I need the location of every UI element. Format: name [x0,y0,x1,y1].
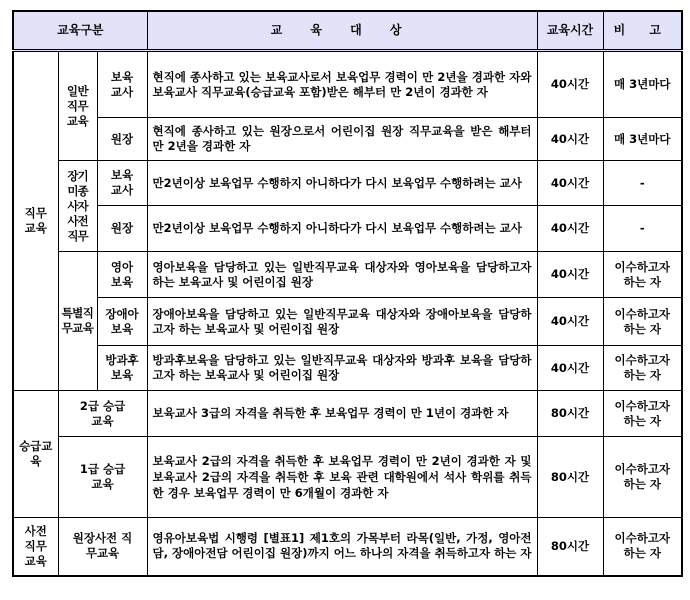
note-cell: - [603,206,682,252]
note-cell: 이수하고자 하는 자 [603,252,682,298]
group-pre-job-training: 사전 직무 교육 [13,518,58,576]
note-cell: 이수하고자 하는 자 [603,391,682,437]
hours-cell: 40시간 [537,346,603,391]
role-cell: 방과후보육 [97,346,147,391]
table-row [13,161,682,206]
table-row [13,518,682,576]
table-row [13,252,682,298]
target-cell: 만2년이상 보육업무 수행하지 아니하다가 다시 보육업무 수행하려는 교사 [147,206,537,252]
target-cell: 영유아보육법 시행령 [별표1] 제1호의 가목부터 라목(일반, 가정, 영아전담, 장애아전담 어린이집 원장)까지 어느 하나의 자격을 취득하고자 하는 자 [147,518,537,576]
target-cell: 방과후보육을 담당하고 있는 일반직무교육 대상자와 방과후 보육을 담당하고자 하는 보육교사 및 어린이집 원장 [147,346,537,391]
role-cell: 보육교사 [97,51,147,118]
note-cell: 이수하고자 하는 자 [603,518,682,576]
note-cell: 매 3년마다 [603,118,682,161]
hours-cell: 80시간 [537,518,603,576]
hours-cell: 40시간 [537,161,603,206]
header-row [13,11,682,51]
subgroup-long-term-absent: 장기미종사자사전직무 [58,161,97,252]
table-row [13,437,682,518]
table-row [13,118,682,161]
table-row [13,51,682,118]
hours-cell: 40시간 [537,252,603,298]
hours-cell: 80시간 [537,437,603,518]
target-cell: 장애아보육을 담당하고 있는 일반직무교육 대상자와 장애아보육을 담당하고자 하는 보육교사 및 어린이집 원장 [147,298,537,346]
subgroup-general: 일반직무교육 [58,51,97,161]
hours-cell: 40시간 [537,206,603,252]
target-cell: 보육교사 2급의 자격을 취득한 후 보육업무 경력이 만 2년이 경과한 자 및 보육교사 2급의 자격을 취득한 후 보육 관련 대학원에서 석사 학위를 취득한 경우 보육업무 경력이 만 6개월이 경과한 자 [147,437,537,518]
header-category: 교육구분 [13,11,147,51]
hours-cell: 40시간 [537,118,603,161]
target-cell: 현직에 종사하고 있는 보육교사로서 보육업무 경력이 만 2년을 경과한 자와 보육교사 직무교육(승급교육 포함)받은 해부터 만 2년이 경과한 자 [147,51,537,118]
group-promotion: 승급교육 [13,391,58,518]
note-cell: - [603,161,682,206]
note-cell: 이수하고자 하는 자 [603,298,682,346]
group-job-training: 직무 교육 [13,51,58,391]
note-cell: 이수하고자 하는 자 [603,346,682,391]
target-cell: 현직에 종사하고 있는 원장으로서 어린이집 원장 직무교육을 받은 해부터 만 2년을 경과한 자 [147,118,537,161]
note-cell: 매 3년마다 [603,51,682,118]
hours-cell: 40시간 [537,298,603,346]
target-cell: 보육교사 3급의 자격을 취득한 후 보육업무 경력이 만 1년이 경과한 자 [147,391,537,437]
role-cell: 원장사전 직무교육 [58,518,147,576]
header-target: 교 육 대 상 [147,11,537,51]
target-cell: 영아보육을 담당하고 있는 일반직무교육 대상자와 영아보육을 담당하고자 하는 보육교사 및 어린이집 원장 [147,252,537,298]
table-row [13,206,682,252]
target-cell: 만2년이상 보육업무 수행하지 아니하다가 다시 보육업무 수행하려는 교사 [147,161,537,206]
role-cell: 장애아보육 [97,298,147,346]
table-row [13,298,682,346]
header-hours: 교육시간 [537,11,603,51]
table-row [13,346,682,391]
education-table [12,10,683,577]
role-cell: 영아보육 [97,252,147,298]
role-cell: 1급 승급 교육 [58,437,147,518]
role-cell: 보육교사 [97,161,147,206]
role-cell: 원장 [97,118,147,161]
role-cell: 원장 [97,206,147,252]
note-cell: 이수하고자 하는 자 [603,437,682,518]
subgroup-special: 특별직무교육 [58,252,97,391]
table-row [13,391,682,437]
hours-cell: 40시간 [537,51,603,118]
role-cell: 2급 승급 교육 [58,391,147,437]
hours-cell: 80시간 [537,391,603,437]
header-note: 비 고 [603,11,682,51]
